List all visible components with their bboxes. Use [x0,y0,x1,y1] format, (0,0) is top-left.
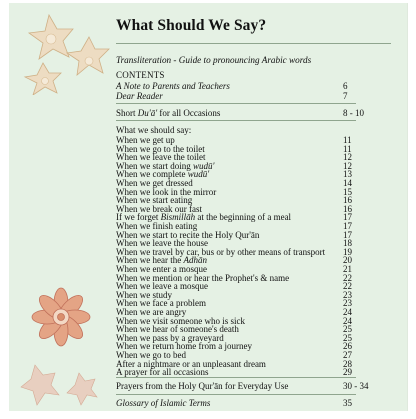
toc-entry-label: When we go to bed [116,350,186,360]
toc-entry-label: When we go to the toilet [116,143,205,154]
toc-entry-page: 24 [343,307,352,317]
toc-entry-label: Glossary of Islamic Terms [116,397,211,408]
toc-entry-label: When we leave a mosque [116,281,208,292]
toc-entry-label: When we are angry [116,307,187,317]
divider [116,120,356,121]
divider [116,377,356,378]
toc-entry-page: 22 [343,281,352,292]
toc-entry-label: Prayers from the Holy Qur'ān for Everyday Use [116,380,289,391]
section-heading: What we should say: [116,125,192,135]
toc-entry-label: When we get up [116,135,175,145]
toc-entry-page: 28 [343,358,352,369]
book-page [9,3,408,411]
toc-entry-label: When we break our fast [116,203,202,214]
toc-entry-page: 18 [343,238,352,249]
toc-entry-label: When we mention or hear the Prophet's & name [116,272,290,283]
toc-entry-label: When we leave the house [116,238,208,249]
toc-entry-page: 14 [343,178,352,188]
toc-entry-short-dua[interactable] [116,108,408,118]
toc-entry[interactable] [116,91,408,101]
toc-entry-page: 7 [343,91,348,101]
toc-entry-page: 25 [343,324,352,335]
contents-heading: CONTENTS [116,70,165,80]
toc-entry-page: 6 [343,81,348,91]
toc-entry-label: When we start to recite the Holy Qur'ān [116,229,260,240]
toc-entry-page: 20 [343,255,352,266]
toc-entry-label: When we look in the mirror [116,186,217,197]
toc-entry-label: After a nightmare or an unpleasant dream [116,358,266,369]
toc-entry-page: 13 [343,169,352,180]
toc-entry-label: When we face a problem [116,298,206,309]
toc-entry-glossary[interactable] [116,398,408,408]
toc-entry-page: 16 [343,203,352,214]
toc-entry[interactable] [116,81,408,91]
toc-entry-page: 17 [343,229,352,240]
toc-entry-page: 21 [343,264,352,274]
toc-entry-label: When we return home from a journey [116,341,252,352]
toc-entry-page: 12 [343,152,352,163]
toc-entry-label: When we hear the Adhān [116,255,207,266]
toc-entry-page: 19 [343,246,352,257]
toc-entry-page: 26 [343,341,352,352]
toc-entry-page: 35 [343,397,352,408]
subtitle: Transliteration - Guide to pronouncing Arabic words [116,55,312,65]
toc-entry-label: Dear Reader [116,91,163,101]
toc-entry-page: 25 [343,332,352,343]
toc-entry-label: When we finish eating [116,221,198,231]
geometric-star-ornament-icon [19,7,119,95]
toc-entry-page: 8 - 10 [343,108,364,118]
toc-entry-label: When we pass by a graveyard [116,332,224,343]
toc-entry-label: When we get dressed [116,178,193,188]
toc-entry-page: 23 [343,289,352,300]
toc-entry-label: When we complete wudū' [116,169,210,180]
toc-entry-page: 15 [343,186,352,197]
toc-entry-page: 23 [343,298,352,309]
toc-entry-page: 12 [343,160,352,171]
toc-entry-label: When we visit someone who is sick [116,315,245,326]
toc-entry-prayers[interactable] [116,381,408,391]
divider [116,103,356,104]
toc-entry-label: When we hear of someone's death [116,324,239,335]
toc-entry-page: 11 [343,143,352,154]
toc-entry-page: 29 [343,367,352,378]
toc-entry-label: A Note to Parents and Teachers [116,81,230,91]
divider [116,394,356,395]
toc-entry-label: When we leave the toilet [116,152,206,163]
toc-entry-label: If we forget Bismillāh at the beginning of a meal [116,212,292,223]
toc-entry-page: 17 [343,212,352,223]
toc-entry-label: When we travel by car, bus or by other means of transport [116,246,326,257]
toc-entry-page: 27 [343,350,352,360]
toc-entry-page: 17 [343,221,352,231]
title-underline [116,43,391,44]
toc-entry-label: A prayer for all occasions [116,367,209,378]
toc-entry-page: 22 [343,272,352,283]
toc-entry-page: 30 - 34 [343,380,369,391]
toc-entry-page: 24 [343,315,352,326]
toc-entry-page: 16 [343,195,352,206]
toc-entry-label: When we start eating [116,195,193,206]
toc-entry[interactable] [116,367,408,377]
toc-entry-label: When we start doing wudū' [116,160,215,171]
toc-entry-page: 11 [343,135,352,145]
toc-entry-label: When we enter a mosque [116,264,207,274]
flower-ornament-icon [13,269,113,409]
toc-entry-label: Short Du'ā' for all Occasions [116,108,221,118]
toc-entry-label: When we study [116,289,172,300]
page-title: What Should We Say? [116,17,267,34]
